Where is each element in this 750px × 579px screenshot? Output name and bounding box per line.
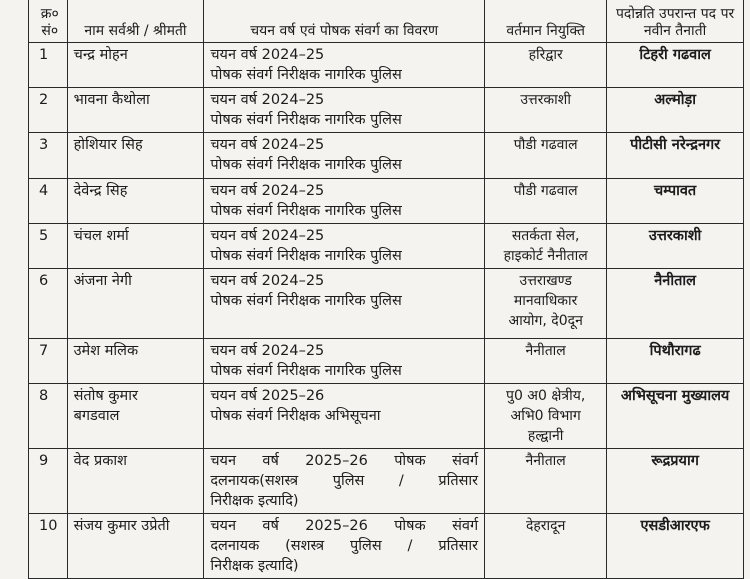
name-line: संजय कुमार उप्रेती bbox=[73, 518, 170, 534]
cell-current-posting bbox=[485, 179, 607, 224]
cell-new-posting: चम्पावत bbox=[607, 179, 744, 224]
details-line: चयन वर्ष 2024–25 bbox=[210, 92, 325, 108]
table-body bbox=[29, 43, 744, 579]
name-line: चंचल शर्मा bbox=[73, 228, 129, 244]
cell-details bbox=[204, 449, 485, 514]
header-new-posting: पदोन्नति उपरान्त पद पर नवीन तैनाती bbox=[607, 0, 744, 43]
cell-details bbox=[204, 224, 485, 269]
name-line: चन्द्र मोहन bbox=[73, 47, 128, 63]
details-line: चयन वर्ष 2025–26 पोषक संवर्ग bbox=[210, 518, 479, 534]
table-row bbox=[29, 179, 744, 224]
table-row bbox=[29, 449, 744, 514]
cell-name bbox=[67, 384, 204, 449]
current-line: हाइकोर्ट नैनीताल bbox=[503, 248, 588, 264]
cell-serial: 1 bbox=[29, 43, 68, 88]
cell-name bbox=[67, 179, 204, 224]
cell-current-posting bbox=[485, 269, 607, 339]
cell-current-posting bbox=[485, 133, 607, 179]
name-line: अंजना नेगी bbox=[73, 273, 132, 289]
header-serial: क्र० सं० bbox=[29, 0, 68, 43]
details-line: दलनायक(सशस्त्र पुलिस / प्रतिसार bbox=[210, 473, 479, 489]
details-line: दलनायक (सशस्त्र पुलिस / प्रतिसार bbox=[210, 538, 479, 554]
details-line: पोषक संवर्ग निरीक्षक नागरिक पुलिस bbox=[210, 157, 402, 173]
current-line: हरिद्वार bbox=[528, 47, 563, 63]
cell-name bbox=[67, 133, 204, 179]
details-line: पोषक संवर्ग निरीक्षक नागरिक पुलिस bbox=[210, 203, 402, 219]
table-row bbox=[29, 133, 744, 179]
cell-new-posting: एसडीआरएफ bbox=[607, 514, 744, 579]
cell-current-posting bbox=[485, 449, 607, 514]
cell-details bbox=[204, 179, 485, 224]
name-line: बगडवाल bbox=[73, 408, 120, 424]
details-line: चयन वर्ष 2024–25 bbox=[210, 183, 325, 199]
cell-new-posting: नैनीताल bbox=[607, 269, 744, 339]
cell-current-posting bbox=[485, 224, 607, 269]
cell-details bbox=[204, 269, 485, 339]
name-line: होशियार सिह bbox=[73, 137, 143, 153]
current-line: उत्तराखण्ड bbox=[519, 273, 572, 289]
table-row bbox=[29, 43, 744, 88]
current-line: आयोग, दे0दून bbox=[508, 313, 583, 329]
current-line: नैनीताल bbox=[525, 453, 566, 469]
posting-table bbox=[28, 0, 744, 579]
current-line: पौडी गढवाल bbox=[513, 183, 578, 199]
cell-serial: 6 bbox=[29, 269, 68, 339]
table-row bbox=[29, 224, 744, 269]
details-line: निरीक्षक इत्यादि) bbox=[210, 493, 299, 509]
table-header-row bbox=[29, 0, 744, 43]
cell-details bbox=[204, 88, 485, 133]
cell-name bbox=[67, 224, 204, 269]
cell-details bbox=[204, 339, 485, 384]
header-name: नाम सर्वश्री / श्रीमती bbox=[67, 0, 204, 43]
details-line: चयन वर्ष 2025–26 पोषक संवर्ग bbox=[210, 453, 479, 469]
cell-details bbox=[204, 514, 485, 579]
details-line: पोषक संवर्ग निरीक्षक नागरिक पुलिस bbox=[210, 248, 402, 264]
current-line: अभि0 विभाग bbox=[510, 408, 581, 424]
header-details: चयन वर्ष एवं पोषक संवर्ग का विवरण bbox=[204, 0, 485, 43]
name-line: उमेश मलिक bbox=[73, 343, 139, 359]
details-line: पोषक संवर्ग निरीक्षक नागरिक पुलिस bbox=[210, 293, 402, 309]
cell-new-posting: पीटीसी नरेन्द्रनगर bbox=[607, 133, 744, 179]
cell-new-posting: पिथौरागढ bbox=[607, 339, 744, 384]
name-line: भावना कैथोला bbox=[73, 92, 150, 108]
current-line: पौडी गढवाल bbox=[513, 137, 578, 153]
current-line: नैनीताल bbox=[525, 343, 566, 359]
cell-current-posting bbox=[485, 514, 607, 579]
current-line: सतर्कता सेल, bbox=[511, 228, 580, 244]
name-line: देवेन्द्र सिह bbox=[73, 183, 128, 199]
table-row bbox=[29, 339, 744, 384]
cell-current-posting bbox=[485, 43, 607, 88]
current-line: देहरादून bbox=[525, 518, 566, 534]
cell-new-posting: अभिसूचना मुख्यालय bbox=[607, 384, 744, 449]
cell-serial: 10 bbox=[29, 514, 68, 579]
details-line: पोषक संवर्ग निरीक्षक नागरिक पुलिस bbox=[210, 67, 402, 83]
cell-name bbox=[67, 88, 204, 133]
cell-details bbox=[204, 43, 485, 88]
cell-name bbox=[67, 339, 204, 384]
cell-new-posting: अल्मोड़ा bbox=[607, 88, 744, 133]
cell-name bbox=[67, 43, 204, 88]
current-line: पु0 अ0 क्षेत्रीय, bbox=[506, 388, 586, 404]
cell-name bbox=[67, 514, 204, 579]
details-line: चयन वर्ष 2024–25 bbox=[210, 273, 325, 289]
details-line: पोषक संवर्ग निरीक्षक नागरिक पुलिस bbox=[210, 112, 402, 128]
details-line: चयन वर्ष 2024–25 bbox=[210, 228, 325, 244]
cell-new-posting: रूद्रप्रयाग bbox=[607, 449, 744, 514]
current-line: उत्तरकाशी bbox=[520, 92, 571, 108]
cell-new-posting: टिहरी गढवाल bbox=[607, 43, 744, 88]
cell-current-posting bbox=[485, 88, 607, 133]
cell-serial: 5 bbox=[29, 224, 68, 269]
name-line: वेद प्रकाश bbox=[73, 453, 127, 469]
details-line: चयन वर्ष 2024–25 bbox=[210, 47, 325, 63]
details-line: चयन वर्ष 2024–25 bbox=[210, 343, 325, 359]
name-line: संतोष कुमार bbox=[73, 388, 138, 404]
current-line: मानवाधिकार bbox=[513, 293, 578, 309]
details-line: निरीक्षक इत्यादि) bbox=[210, 558, 299, 574]
details-line: चयन वर्ष 2025–26 bbox=[210, 388, 325, 404]
current-line: हल्द्वानी bbox=[527, 428, 564, 444]
cell-serial: 8 bbox=[29, 384, 68, 449]
cell-name bbox=[67, 449, 204, 514]
cell-serial: 2 bbox=[29, 88, 68, 133]
cell-details bbox=[204, 133, 485, 179]
cell-details bbox=[204, 384, 485, 449]
details-line: पोषक संवर्ग निरीक्षक अभिसूचना bbox=[210, 408, 381, 424]
cell-serial: 3 bbox=[29, 133, 68, 179]
details-line: चयन वर्ष 2024–25 bbox=[210, 137, 325, 153]
cell-serial: 9 bbox=[29, 449, 68, 514]
cell-current-posting bbox=[485, 339, 607, 384]
table-row bbox=[29, 269, 744, 339]
header-current-posting: वर्तमान नियुक्ति bbox=[485, 0, 607, 43]
cell-serial: 4 bbox=[29, 179, 68, 224]
details-line: पोषक संवर्ग निरीक्षक नागरिक पुलिस bbox=[210, 363, 402, 379]
cell-current-posting bbox=[485, 384, 607, 449]
cell-serial: 7 bbox=[29, 339, 68, 384]
table-row bbox=[29, 384, 744, 449]
cell-new-posting: उत्तरकाशी bbox=[607, 224, 744, 269]
table-row bbox=[29, 514, 744, 579]
table-row bbox=[29, 88, 744, 133]
cell-name bbox=[67, 269, 204, 339]
